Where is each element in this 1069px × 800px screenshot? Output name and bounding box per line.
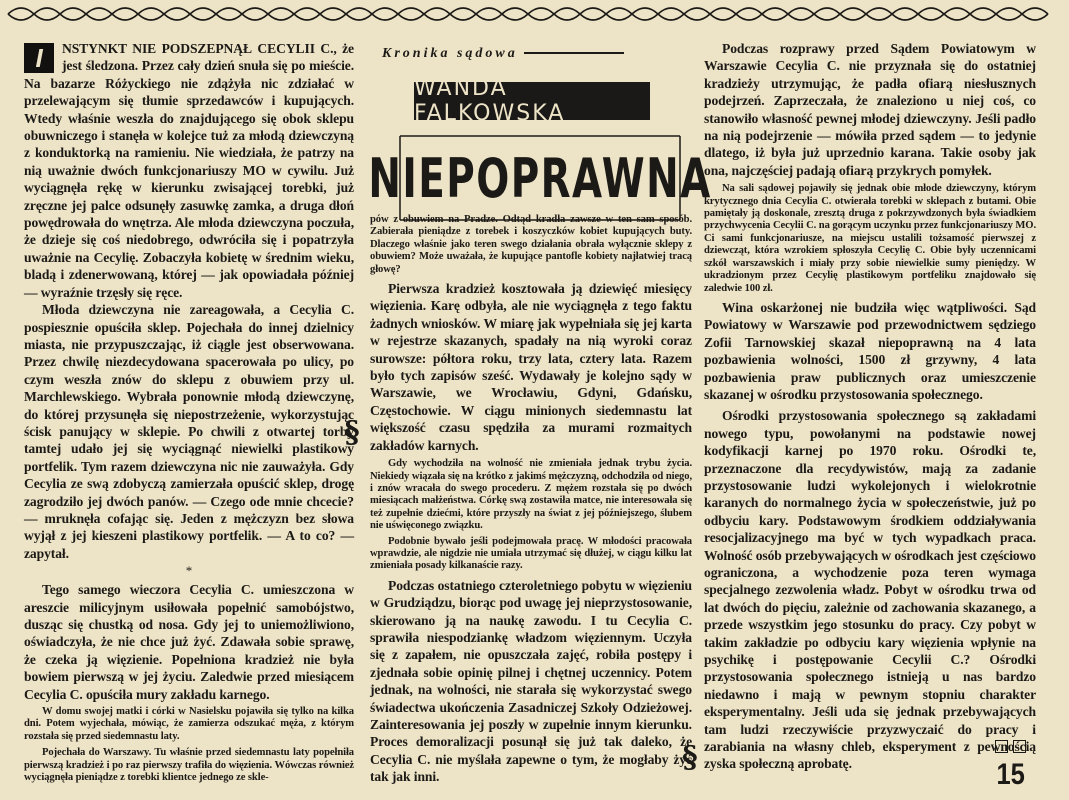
paragraph-7: Wina oskarżonej nie budziła więc wątpliwości. Sąd Powiatowy w Warszawie pod przewodnictwem sędziego Zofii Tarnowskiej skazał niepoprawną na 4 lata pozbawienia wolności, 1500 zł grzywny, 4 lata pozbawienia praw publicznych oraz umieszczenie skazanej w ośrodku przystosowania społecznego. [704, 299, 1036, 402]
paragraph-3: Tego samego wieczora Cecylia C. umieszczona w areszcie milicyjnym usiłowała popełnić samobójstwo, dusząc się chustką od nosa. Gdy jej to uniemożliwiono, oświadczyła, że nie chce już żyć. Zdawała sobie sprawę, że czeka ją więzienie. Popełniona kradzież nie była bowiem pierwszą w jej życiu. Zaledwie przed miesiącem Cecylia C. opuściła mury zakładu karnego. [24, 582, 354, 702]
column-3 [704, 40, 1036, 772]
drop-cap: I [24, 43, 54, 73]
small-paragraph-3: pów z obuwiem na Pradze. Odtąd kradła zawsze w ten sam sposób. Zabierała pieniądze z torebek i koszyczków kobiet kupujących buty. Dlaczego właśnie jako teren swego działania obrała wyłącznie sklepy z obuwiem? Może uważała, że kupujące pantofle kobiety najłatwiej tracą głowę? [370, 214, 692, 275]
page-number: 15 [996, 758, 1025, 791]
paragraph-4: Pierwsza kradzież kosztowała ją dziewięć miesięcy więzienia. Karę odbyła, ale nie wyciągnęła z tego faktu żadnych wniosków. W miarę jak wypełniała się jej karta w rejestrze skazanych, spadały na nią wyroki coraz surowsze: półtora roku, trzy lata, cztery lata. Razem było tych zapisów sześć. Wydawały je kolejno sądy w Warszawie, we Wrocławiu, Gdyni, Gdańsku, Częstochowie. W ciągu minionych siedemnastu lat większość czasu spędziła za murami rozmaitych zakładów karnych. [370, 281, 692, 453]
end-mark-box [995, 740, 1008, 753]
article-title: NIEPOPRAWNA [368, 146, 712, 210]
small-paragraph-4: Gdy wychodziła na wolność nie zmieniała jednak trybu życia. Niekiedy wiązała się na krótko z jakimś mężczyzną, odchodziła od niego, i znów wracała do swego procederu. Z mężem rozstała się po dwóch miesiącach małżeństwa. Córkę swą zostawiła matce, nie interesowała się też zupełnie dziećmi, które przyszły na świat z jej późniejszego, ślubem nie uświęconego związku. [370, 458, 692, 532]
paragraph-1 [24, 40, 354, 301]
column-1 [24, 40, 354, 788]
small-paragraph-5: Podobnie bywało jeśli podejmowała pracę. W młodości pracowała wprawdzie, ale nigdzie nie umiała utrzymać się dłużej, w ciągu kilku lat zmieniała posady kilkanaście razy. [370, 535, 692, 572]
column-2 [370, 214, 692, 790]
title-frame [368, 132, 712, 224]
section-kicker [382, 44, 684, 62]
section-kicker-text: Kronika sądowa [382, 46, 518, 61]
article-header [368, 44, 712, 230]
end-mark [990, 740, 1026, 758]
paragraph-8: Ośrodki przystosowania społecznego są zakładami nowego typu, powołanymi na podstawie nowej kodyfikacji karnej po 1970 roku. Ośrodki te, przeznaczone dla recydywistów, mają za zadanie przystosowanie ludzi wykolejonych i wielokrotnie karanych do normalnego życia w społeczeństwie, już po odbyciu kary. Podstawowym środkiem oddziaływania resocjalizacyjnego ma być w tych wypadkach praca. Wolność osób przebywających w ośrodkach jest częściowo ograniczona, a wychodzenie poza teren wymaga specjalnego zezwolenia władz. Pobyt w ośrodku trwa od lat dwóch do pięciu, zależnie od zachowania skazanego, a przede wszystkim jego stosunku do pracy. Czy pobyt w takim zakładzie po odbyciu kary więzienia wpłynie na psychikę i postępowanie Cecylii C.? Ośrodki przystosowania społecznego istnieją u nas bardzo niedawno i mają w pewnym stopniu charakter eksperymentalny. Jeśli uda się jednak przebywających tam ludzi rzeczywiście przyzwyczaić do pracy i zarabiania na własny chleb, eksperyment z pewnością zyska społeczną aprobatę. [704, 408, 1036, 772]
author-byline: WANDA FALKOWSKA [414, 82, 650, 120]
small-paragraph-1: W domu swojej matki i córki w Nasielsku pojawiła się tylko na kilka dni. Potem wyjechała, mówiąc, że zamierza odszukać męża, z którym rozstała się przed siedemnastu laty. [24, 706, 354, 742]
small-paragraph-2: Pojechała do Warszawy. Tu właśnie przed siedemnastu laty popełniła pierwszą kradzież i po raz pierwszy trafiła do więzienia. Wówczas również wyciągnęła pieniądze z torebki klientce jednego ze skle- [24, 747, 354, 784]
paragraph-6: Podczas rozprawy przed Sądem Powiatowym w Warszawie Cecylia C. nie przyznała się do ostatniej kradzieży utrzymując, że padła ofiarą niesłusznych podejrzeń. Zaprzeczała, że znaleziono u niej coś, co stanowiło własność pewnej młodej dziewczyny. Jeśli padło na nią podejrzenie — mówiła przed sądem — to jedynie dlatego, iż była już uprzednio karana. Takie osoby jak ona, najczęściej padają ofiarą przykrych pomyłek. [704, 41, 1036, 178]
kicker-rule [524, 52, 624, 54]
paragraph-2: Młoda dziewczyna nie zareagowała, a Cecylia C. pospiesznie opuściła sklep. Pojechała do innej dzielnicy miasta, nie przypuszczając, iż ciągle jest obserwowana. Przez chwilę niezdecydowana spacerowała po ulicy, po czym weszła znów do sklepu z obuwiem przy ul. Marchlewskiego. Wybrała ponownie młodą dziewczynę, do której przysunęła się niepostrzeżenie, wykorzystując ścisk panujący w sklepie. Po chwili z otwartej torby tamtej udało jej się wyciągnąć niewielki plastikowy portfelik. Tym razem dziewczyna nic nie zauważyła. Gdy Cecylia ze swą zdobyczą zamierzała opuścić sklep, drogę zagrodziło jej dwóch panów. — Czego ode mnie chcecie? — mruknęła cofając się. Jeden z mężczyzn bez słowa wyjął z jej kieszeni plastikowy portfelik. — A to co? — zapytał. [24, 302, 354, 561]
paragraph-1-text: NSTYNKT NIE PODSZEPNĄŁ CECYLII C., że jest śledzona. Przez cały dzień snuła się po mieście. Na bazarze Różyckiego nie zdążyła nic zdziałać w przelewającym się tłumie sprzedawców i kupujących. Wtedy właśnie weszła do znajdującego się obok sklepu obuwniczego i stanęła w kolejce tuż za młodą dziewczyną z konduktorką na ramieniu. Nie wiedziała, że patrzy na nią uważnie dwóch funkcjonariuszy MO w cywilu. Już wyciągnęła rękę w kierunku zwisającej torebki, już zręczne jej palce odsunęły zasuwkę zamka, a druga dłoń powędrowała do wnętrza. Ale młoda dziewczyna poczuła, że dzieje się coś niedobrego, odwróciła się i popatrzyła uważnie na Cecylię. Zobaczyła kobietę w średnim wieku, bladą i zdenerwowaną, której — jak opowiadała później — wyraźnie trzęsły się ręce. [24, 41, 354, 300]
section-mark-1: § [344, 415, 360, 450]
section-separator: * [185, 563, 193, 579]
decorative-top-border [8, 0, 1060, 26]
section-mark-2: § [682, 740, 698, 775]
small-paragraph-6: Na sali sądowej pojawiły się jednak obie młode dziewczyny, którym krytycznego dnia Cecylia C. otwierała torebki w sklepach z butami. Obie pamiętały ją doskonale, zresztą druga z pokrzywdzonych była świadkiem przychwycenia Cecylii C. na gorącym uczynku przez funkcjonariuszy MO. Ci sami funkcjonariusze, na miejscu ustalili tożsamość pierwszej z dziewcząt, która wzrokiem spłoszyła Cecylię C. Obie były uczennicami szkół warszawskich i miały przy sobie niewielkie sumy pieniędzy. W ukradzionym przez Cecylię plastikowym portfeliku znajdowało się zaledwie 100 zł. [704, 183, 1036, 294]
end-mark-box [1013, 740, 1026, 753]
paragraph-5: Podczas ostatniego czteroletniego pobytu w więzieniu w Grudziądzu, biorąc pod uwagę jej nieprzystosowanie, skierowano ją na naukę zawodu. I tu Cecylia C. sprawiła niespodziankę władzom więziennym. Uczyła się z zapałem, nie opuszczała zajęć, robiła postępy i zjednała sobie opinię pilnej i chętnej uczennicy. Potem jednak, na wolności, nie starała się wykorzystać swego świadectwa ukończenia Zasadniczej Szkoły Odzieżowej. Zainteresowania jej poszły w zupełnie innym kierunku. Proces demoralizacji posunął się już tak daleko, że Cecylia C. nie myślała zapewne o tym, że mogłaby żyć tak jak inni. [370, 577, 692, 785]
